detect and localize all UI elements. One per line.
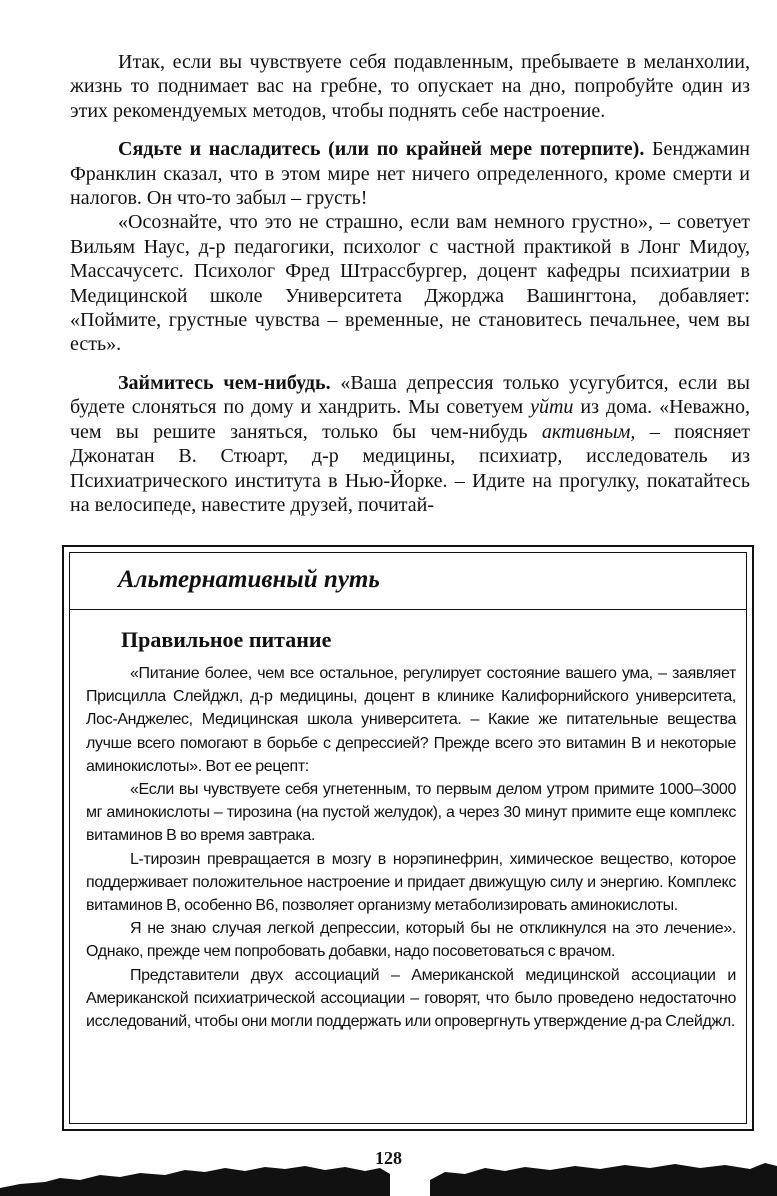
sidebar-paragraph: Я не знаю случая легкой депрессии, который бы не откликнулся на это лечение». Однако, прежде чем попробовать добавки, надо посоветоваться с врачом. bbox=[86, 920, 736, 961]
sidebar-paragraph: L-тирозин превращается в мозгу в норэпинефрин, химическое вещество, которое поддерживает положительное настроение и придает движущую силу и энергию. Комплекс витаминов В, особенно В6, позволяет организму метаболизировать аминокислоты. bbox=[86, 850, 736, 915]
sidebar-inner-frame bbox=[69, 552, 747, 1124]
paragraph-sit-and-enjoy bbox=[70, 137, 750, 210]
sidebar-header bbox=[70, 553, 746, 610]
torn-edge-right bbox=[430, 1158, 777, 1196]
emphasis: активным, bbox=[541, 420, 636, 443]
main-text bbox=[70, 50, 750, 517]
sidebar-title: Правильное питание bbox=[121, 627, 332, 652]
paragraph-heading: Займитесь чем-нибудь. bbox=[118, 371, 331, 394]
paragraph-intro: Итак, если вы чувствуете себя подавленным, пребываете в меланхолии, жизнь то поднимает вас на гребне, то опускает на дно, попробуйте один из этих рекомендуемых методов, чтобы поднять себе настроение. bbox=[70, 51, 750, 122]
sidebar-paragraph: «Если вы чувствуете себя угнетенным, то первым делом утром примите 1000–3000 мг аминокислоты – тирозина (на пустой желудок), а через 30 минут примите еще комплекс витаминов В во время завтрака. bbox=[86, 781, 736, 845]
sidebar-header-title: Альтернативный путь bbox=[118, 566, 380, 593]
paragraph-text: «Ваша депрессия только усугубится, если вы будете слоняться по дому и хандрить. Мы советуем bbox=[70, 371, 750, 419]
emphasis: уйти bbox=[530, 396, 574, 419]
paragraph-text: из дома. «Неважно, чем вы решите заняться, только бы чем-нибудь bbox=[70, 396, 750, 443]
sidebar-paragraph: «Питание более, чем все остальное, регулирует состояние вашего ума, – заявляет Присцилла Слейджл, д-р медицины, доцент в клинике Калифорнийского университета, Лос-Анджелес, Медицинская школа университета. – Какие же питательные вещества лучше всего помогают в борьбе с депрессией? Прежде всего это витамин В и некоторые аминокислоты». Вот ее рецепт: bbox=[86, 665, 736, 775]
paragraph-heading: Сядьте и насладитесь (или по крайней мере потерпите). bbox=[118, 138, 645, 161]
paragraph-text: Бенджамин Франклин сказал, что в этом мире нет ничего определенного, кроме смерти и налогов. Он что-то забыл – грусть! bbox=[70, 138, 750, 210]
paragraph-quote-naus: «Осознайте, что это не страшно, если вам немного грустно», – советует Вильям Наус, д-р педагогики, психолог с частной практикой в Лонг Мидоу, Массачусетс. Психолог Фред Штрассбургер, доцент кафедры психиатрии в Медицинской школе Университета Джорджа Вашингтона, добавляет: «Поймите, грустные чувства – временные, не становитесь печальнее, чем вы есть». bbox=[70, 211, 750, 356]
paragraph-text: – поясняет Джонатан В. Стюарт, д-р медицины, психиатр, исследователь из Психиатрического института в Нью-Йорке. – Идите на прогулку, покатайтесь на велосипеде, навестите друзей, почитай- bbox=[70, 420, 750, 516]
sidebar-box bbox=[62, 545, 754, 1131]
page-number: 128 bbox=[375, 1148, 402, 1168]
sidebar-paragraph: Представители двух ассоциаций – Американской медицинской ассоциации и Американской психиатрической ассоциации – говорят, что было проведено недостаточно исследований, чтобы они могли поддержать или опровергнуть утверждение д-ра Слейджл. bbox=[86, 966, 736, 1031]
sidebar-body bbox=[86, 662, 736, 1033]
paragraph-do-something bbox=[70, 371, 750, 517]
torn-edge-left bbox=[0, 1158, 390, 1196]
